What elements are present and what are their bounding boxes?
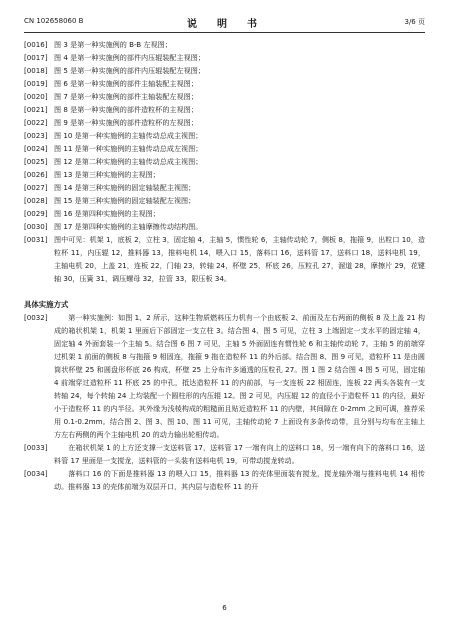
paragraph-number: [0027] — [24, 183, 48, 192]
paragraph-number: [0030] — [24, 222, 48, 231]
paragraph-text: 第一种实施例：如图 1、2 所示，这种生物质燃料压力机有一个由底板 2、前面及左右两面的侧板 8 及上盖 21 构成的箱状机架 1，机架 1 里面后下部固定一支立柱 3。结合图 4、图 5 可见，立柱 3 上端固定一支水平的固定轴 4，固定轴 4 外面套装一个主轴 5。结合图 6 图 7 可见，主轴 5 外面固连有惯性轮 6 和主轴传动轮 7。主轴 5 的前端穿过机架 1 前面的侧板 8 与拖箍 9 相固连，拖箍 9 拖在造粒杯 11 的外后部。结合图 8、图 9 可见，造粒杯 11 是由圆筒状杯壁 25 和圆盘形杯底 26 构成，杯壁 25 上分布许多通透的压粒孔 27。图 1 图 2 结合图 4 图 5 可见，固定轴 4 前端穿过造粒杯 11 杯底 25 的中孔，抵达造粒杯 11 的内前部，与一支连板 22 相固连，连板 22 两头各装有一支转轴 24，每个转轴 24 上均装配一个圆柱形的内压辊 12。图 2 可见，内压辊 12 的直径小于造粒杯 11 的内径，最好小于造粒杯 11 的内半径。其外缘为浅棱构成的粗糙面且贴近造粒杯 11 的内壁，其间隙在 0-2mm 之间可调，推荐采用 0.1-0.2mm。结合图 2、图 3、图 10、图 11 可见，主轴传动轮 7 上面设有多条传动带，且分别与均布在主轴上方左右两侧的两个主轴电机 20 的动力输出轮相传动。 — [54, 313, 425, 439]
paragraph-text: 图 4 是第一种实施例的部件内压辊装配主视图； — [54, 53, 205, 62]
paragraph — [24, 90, 425, 103]
paragraph-text: 图 15 是第三种实施例的固定轴装配左视图； — [54, 196, 196, 205]
paragraph-text: 图 7 是第一种实施例的部件主轴装配左视图； — [54, 92, 198, 101]
paragraph-text: 图 10 是第一种实施例的主轴传动总成主视图； — [54, 131, 203, 140]
paragraph-text: 图 17 是第四种实施例的主轴摩擦传动结构图。 — [54, 222, 203, 231]
paragraph — [24, 467, 425, 493]
paragraph-number: [0024] — [24, 144, 48, 153]
paragraph-number: [0028] — [24, 196, 48, 205]
paragraph-number: [0033] — [24, 443, 48, 452]
embodiment-paragraphs — [24, 311, 425, 493]
paragraph-number: [0018] — [24, 66, 48, 75]
paragraph-number: [0034] — [24, 469, 48, 478]
paragraph — [24, 155, 425, 168]
page-footer — [0, 604, 449, 612]
paragraph-text: 图 3 是第一种实施例的 B-B 左视图； — [54, 40, 172, 49]
paragraph — [24, 129, 425, 142]
paragraph-0031 — [24, 233, 425, 285]
paragraph — [24, 77, 425, 90]
paragraph-number: [0019] — [24, 79, 48, 88]
paragraph-text: 图 9 是第一种实施例的部件造粒杯的左视图； — [54, 118, 198, 127]
paragraph-text: 图 14 是第三种实施例的固定轴装配主视图； — [54, 183, 196, 192]
section-gap — [24, 285, 425, 298]
page-header — [24, 14, 425, 33]
paragraph-number: [0023] — [24, 131, 48, 140]
paragraph-number: [0021] — [24, 105, 48, 114]
paragraph-number: [0026] — [24, 170, 48, 179]
paragraph-number: [0017] — [24, 53, 48, 62]
figure-description-list — [24, 38, 425, 233]
paragraph-text: 图中可见：机架 1，底板 2，立柱 3，固定轴 4，主轴 5，惯性轮 6，主轴传动轮 7，侧板 8，拖箍 9，出粒口 10，造粒杯 11，内压辊 12，推料器 13，推料电机 14，喂入口 15，落料口 16，送料管 17，送料口 18，送料电机 19，主轴电机 20，上盖 21，连板 22，门轴 23，转轴 24，杯壁 25，杯底 26，压粒孔 27，溜道 28，摩擦片 29，花键轴 30，压簧 31，调压螺母 32，拉管 33，限压板 34。 — [54, 235, 425, 283]
paragraph-text: 图 8 是第一种实施例的部件造粒杯的主视图； — [54, 105, 198, 114]
paragraph — [24, 194, 425, 207]
paragraph-number: [0029] — [24, 209, 48, 218]
paragraph-text: 图 6 是第一种实施例的部件主轴装配主视图； — [54, 79, 198, 88]
page-number: 6 — [222, 604, 227, 612]
paragraph-text: 落料口 16 的下面是推料器 13 的喂入口 15，推料器 13 的壳体里面装有搅龙，搅龙轴外端与推料电机 14 相传动。推料器 13 的壳体前端为双层开口，其内层与造粒杯 11 的开 — [54, 469, 425, 491]
paragraph — [24, 38, 425, 51]
paragraph-text: 图 11 是第一种实施例的主轴传动总成左视图； — [54, 144, 203, 153]
document-title: 说 明 书 — [187, 19, 262, 30]
paragraph — [24, 103, 425, 116]
page-indicator: 3/6 页 — [404, 18, 425, 26]
paragraph-number: [0025] — [24, 157, 48, 166]
paragraph — [24, 311, 425, 441]
paragraph — [24, 220, 425, 233]
paragraph — [24, 441, 425, 467]
paragraph — [24, 116, 425, 129]
paragraph-number: [0022] — [24, 118, 48, 127]
paragraph — [24, 64, 425, 77]
paragraph-text: 图 13 是第三种实施例的主视图； — [54, 170, 160, 179]
paragraph-text: 图 5 是第一种实施例的部件内压辊装配左视图； — [54, 66, 205, 75]
paragraph-text: 图 12 是第二种实施例的主轴传动总成主视图； — [54, 157, 203, 166]
paragraph — [24, 181, 425, 194]
paragraph — [24, 207, 425, 220]
paragraph-text: 在箱状机架 1 的上方还支撑一支送料管 17，送料管 17 一端有向上的送料口 18，另一端有向下的落料口 16，送料管 17 里面是一支搅龙，送料管的一头装有送料电机 19，可带动搅龙转动。 — [54, 443, 425, 465]
paragraph — [24, 142, 425, 155]
paragraph-number: [0020] — [24, 92, 48, 101]
document-body — [24, 38, 425, 493]
paragraph-text: 图 16 是第四种实施例的主视图； — [54, 209, 160, 218]
section-heading: 具体实施方式 — [24, 300, 69, 309]
paragraph-number: [0032] — [24, 313, 48, 322]
paragraph — [24, 51, 425, 64]
paragraph-number: [0031] — [24, 235, 48, 244]
paragraph-number: [0016] — [24, 40, 48, 49]
paragraph — [24, 168, 425, 181]
patent-number: CN 102658060 B — [24, 17, 84, 25]
